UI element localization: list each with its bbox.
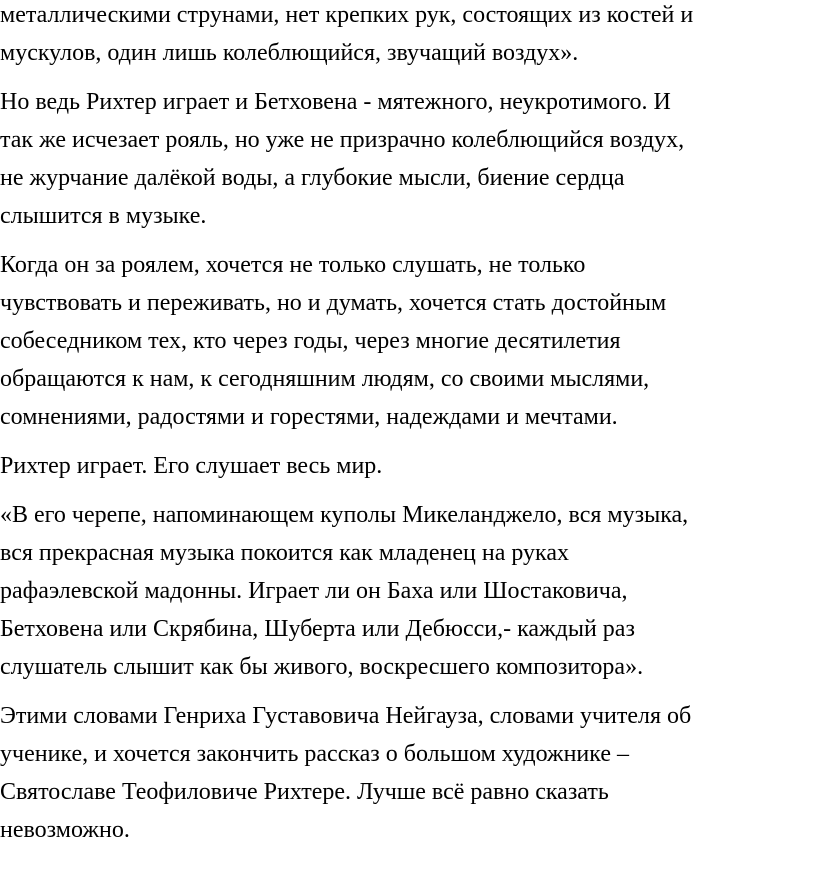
paragraph-gap (0, 436, 816, 447)
text-line: вся прекрасная музыка покоится как младенец на руках (0, 540, 569, 566)
paragraph-5 (0, 496, 816, 686)
text-line: рафаэлевской мадонны. Играет ли он Баха или Шостаковича, (0, 578, 628, 604)
paragraph-1 (0, 0, 816, 72)
text-line: сомнениями, радостями и горестями, надеждами и мечтами. (0, 404, 618, 430)
paragraph-4 (0, 447, 816, 485)
text-line: Рихтер играет. Его слушает весь мир. (0, 453, 383, 479)
paragraph-6 (0, 697, 816, 849)
text-line: мускулов, один лишь колеблющийся, звучащий воздух». (0, 40, 579, 66)
text-line: Бетховена или Скрябина, Шуберта или Дебюсси,- каждый раз (0, 616, 635, 642)
text-line: обращаются к нам, к сегодняшним людям, со своими мыслями, (0, 366, 650, 392)
text-line: Но ведь Рихтер играет и Бетховена - мятежного, неукротимого. И (0, 89, 671, 115)
text-line: невозможно. (0, 817, 130, 843)
text-line: ученике, и хочется закончить рассказ о большом художнике – (0, 741, 629, 767)
paragraph-3 (0, 246, 816, 436)
paragraph-gap (0, 72, 816, 83)
paragraph-2 (0, 83, 816, 235)
text-line: Святославе Теофиловиче Рихтере. Лучше всё равно сказать (0, 779, 609, 805)
text-line: слушатель слышит как бы живого, воскресшего композитора». (0, 654, 644, 680)
text-line: не журчание далёкой воды, а глубокие мысли, биение сердца (0, 165, 625, 191)
paragraph-gap (0, 235, 816, 246)
text-line: Когда он за роялем, хочется не только слушать, не только (0, 252, 586, 278)
text-line: так же исчезает рояль, но уже не призрачно колеблющийся воздух, (0, 127, 685, 153)
text-line: металлическими струнами, нет крепких рук, состоящих из костей и (0, 2, 694, 28)
text-line: слышится в музыке. (0, 203, 207, 229)
text-line: Этими словами Генриха Густавовича Нейгауза, словами учителя об (0, 703, 692, 729)
paragraph-gap (0, 485, 816, 496)
text-line: собеседником тех, кто через годы, через многие десятилетия (0, 328, 621, 354)
text-line: «В его черепе, напоминающем куполы Микеланджело, вся музыка, (0, 502, 689, 528)
text-line: чувствовать и переживать, но и думать, хочется стать достойным (0, 290, 667, 316)
paragraph-gap (0, 686, 816, 697)
